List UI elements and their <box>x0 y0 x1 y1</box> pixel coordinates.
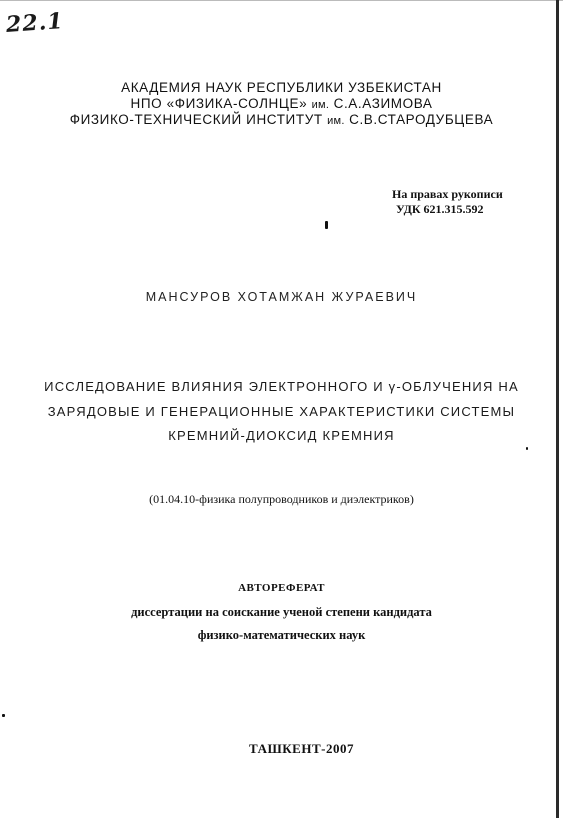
rights-note: На правах рукописи <box>392 187 503 201</box>
scan-speck <box>325 221 328 229</box>
scan-speck <box>2 714 5 717</box>
header-npo <box>0 96 563 111</box>
udc-code: УДК 621.315.592 <box>396 202 484 216</box>
dissertation-line-2: физико-математических наук <box>197 628 366 642</box>
handwritten-mark: 22.1 <box>5 8 65 38</box>
scan-edge-top <box>0 0 563 1</box>
header-institute <box>0 112 563 127</box>
specialty-code: (01.04.10-физика полупроводников и диэлектриков) <box>149 492 414 506</box>
header-institute-prefix: им. <box>327 115 345 127</box>
header-npo-person: С.А.АЗИМОВА <box>333 96 433 111</box>
place-year: ТАШКЕНТ-2007 <box>249 741 354 756</box>
author-name: МАНСУРОВ ХОТАМЖАН ЖУРАЕВИЧ <box>145 290 418 304</box>
scan-speck <box>526 447 528 450</box>
header-institute-name: ФИЗИКО-ТЕХНИЧЕСКИЙ ИНСТИТУТ <box>69 112 323 127</box>
abstract-label: АВТОРЕФЕРАТ <box>238 582 325 594</box>
header-academy: АКАДЕМИЯ НАУК РЕСПУБЛИКИ УЗБЕКИСТАН <box>121 80 442 95</box>
header-npo-prefix: им. <box>311 99 330 111</box>
title-line-2: ЗАРЯДОВЫЕ И ГЕНЕРАЦИОННЫЕ ХАРАКТЕРИСТИКИ СИСТЕМЫ <box>47 404 516 419</box>
dissertation-line-1: диссертации на соискание ученой степени кандидата <box>131 605 432 619</box>
header-npo-name: НПО «ФИЗИКА-СОЛНЦЕ» <box>130 96 308 111</box>
header-institute-person: С.В.СТАРОДУБЦЕВА <box>349 112 494 127</box>
title-line-1: ИССЛЕДОВАНИЕ ВЛИЯНИЯ ЭЛЕКТРОННОГО И γ-ОБЛУЧЕНИЯ НА <box>44 379 519 394</box>
title-line-3: КРЕМНИЙ-ДИОКСИД КРЕМНИЯ <box>168 428 395 443</box>
